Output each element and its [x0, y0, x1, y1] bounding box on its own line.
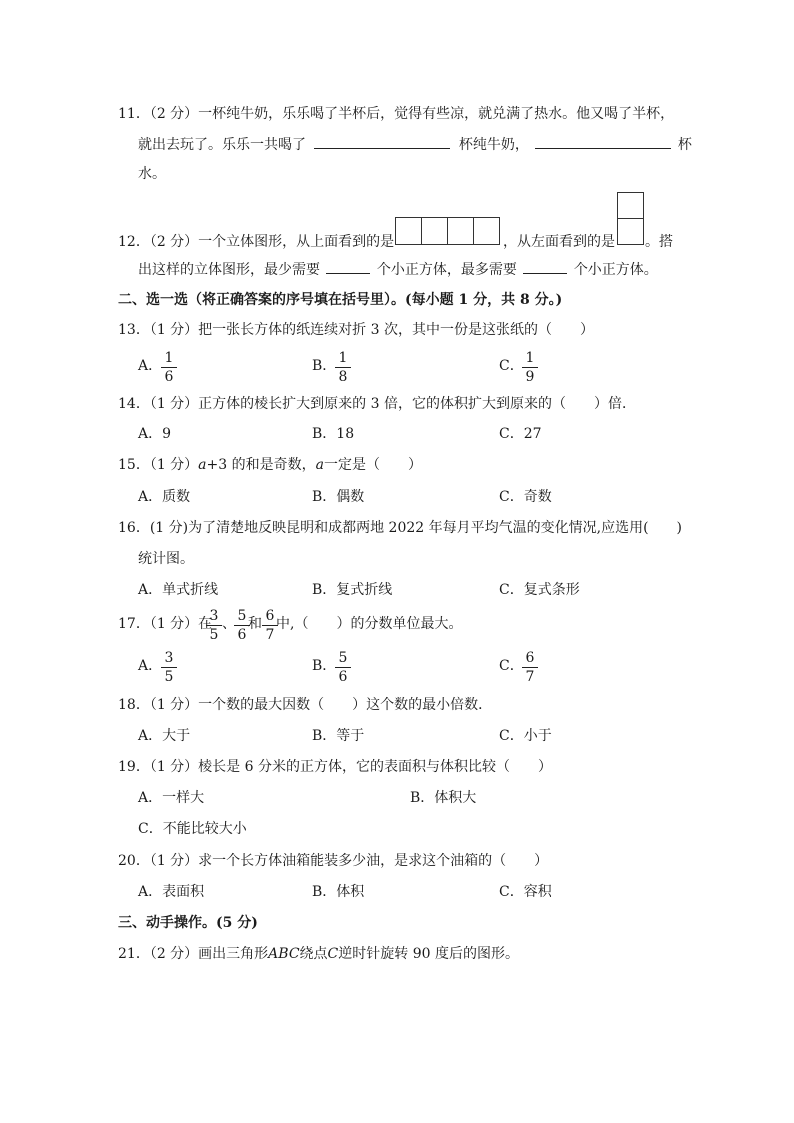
section-3-heading: 三、动手操作。(5 分)	[118, 915, 258, 931]
q20-option-c: C．容积	[499, 884, 552, 900]
top-view-square	[473, 217, 500, 245]
question-21-stem	[118, 944, 519, 964]
question-16-line-1: 16．(1 分)为了清楚地反映昆明和成都两地 2022 年每月平均气温的变化情况,应选用( )	[118, 520, 682, 536]
top-view-square	[421, 217, 448, 245]
denominator: 9	[525, 369, 535, 385]
q14-option-a: A．9	[138, 426, 172, 442]
q16-option-b: B．复式折线	[312, 582, 393, 598]
q13-option-c-fraction	[522, 350, 538, 385]
q20-option-a: A．表面积	[138, 884, 205, 900]
denominator: 6	[164, 369, 174, 385]
q15-pre: 15．（1 分）	[118, 457, 199, 473]
q19-option-c: C．不能比较大小	[138, 821, 247, 837]
q17-separator-2: 和	[248, 616, 262, 632]
denominator: 7	[525, 669, 535, 685]
q21-point-name: C	[327, 946, 339, 962]
question-13-stem: 13．（1 分）把一张长方体的纸连续对折 3 次，其中一份是这张纸的（ ）	[118, 322, 594, 338]
top-view-square	[447, 217, 474, 245]
q21-post: 逆时针旋转 90 度后的图形。	[338, 946, 519, 962]
numerator: 3	[161, 650, 177, 668]
q15-option-b: B．偶数	[312, 489, 365, 505]
q13-option-a-fraction	[161, 350, 177, 385]
question-18-stem: 18．（1 分）一个数的最大因数（ ）这个数的最小倍数．	[118, 697, 493, 713]
q11-answer-blank-1[interactable]	[314, 134, 450, 149]
denominator: 8	[338, 369, 348, 385]
q13-option-c-label: C．	[499, 358, 524, 374]
q19-option-b: B．体积大	[410, 790, 477, 806]
q16-option-a: A．单式折线	[138, 582, 219, 598]
q18-option-b: B．等于	[312, 728, 365, 744]
denominator: 5	[209, 627, 219, 643]
q15-variable-a: a	[198, 457, 207, 473]
q13-option-b-label: B．	[312, 358, 337, 374]
q18-option-c: C．小于	[499, 728, 552, 744]
q12-text-part-3: 。搭	[645, 234, 673, 250]
q21-mid: 绕点	[299, 946, 328, 962]
numerator: 1	[522, 350, 538, 368]
question-11-line-3: 水。	[138, 166, 166, 182]
question-14-stem: 14．（1 分）正方体的棱长扩大到原来的 3 倍，它的体积扩大到原来的（ ）倍．	[118, 396, 636, 412]
q12-text-a: 出这样的立体图形，最少需要	[138, 262, 320, 278]
denominator: 6	[237, 627, 247, 643]
numerator: 1	[335, 350, 351, 368]
q15-option-c: C．奇数	[499, 489, 552, 505]
q17-option-a-label: A．	[138, 658, 163, 674]
denominator: 6	[338, 669, 348, 685]
q20-option-b: B．体积	[312, 884, 365, 900]
q11-text-b: 杯纯牛奶，	[458, 137, 529, 153]
question-19-stem: 19．（1 分）棱长是 6 分米的正方体，它的表面积与体积比较（ ）	[118, 759, 552, 775]
question-20-stem: 20．（1 分）求一个长方体油箱能装多少油，是求这个油箱的（ ）	[118, 853, 549, 869]
q13-option-b-fraction	[335, 350, 351, 385]
q15-option-a: A．质数	[138, 489, 191, 505]
left-view-square	[617, 218, 644, 245]
question-11-line-2	[138, 134, 692, 155]
q18-option-a: A．大于	[138, 728, 191, 744]
q14-option-c: C．27	[499, 426, 542, 442]
q11-answer-blank-2[interactable]	[535, 134, 671, 149]
q17-option-b-label: B．	[312, 658, 337, 674]
q13-option-a-label: A．	[138, 358, 163, 374]
q12-text-part-1: 12．（2 分）一个立体图形，从上面看到的是	[118, 234, 395, 250]
q21-triangle-name: ABC	[268, 946, 300, 962]
q17-option-a-fraction	[161, 650, 177, 685]
numerator: 6	[522, 650, 538, 668]
q17-pre: 17．（1 分）在	[118, 616, 213, 632]
q21-pre: 21．（2 分）画出三角形	[118, 946, 269, 962]
question-15-stem	[118, 455, 422, 475]
numerator: 5	[335, 650, 351, 668]
numerator: 5	[234, 608, 250, 626]
q12-answer-blank-min[interactable]	[326, 259, 370, 274]
q17-stem-fraction-1	[206, 608, 222, 643]
q12-text-b: 个小正方体，最多需要	[376, 262, 517, 278]
q12-text-part-2: ，从左面看到的是	[503, 234, 615, 250]
q15-variable-a-2: a	[315, 457, 324, 473]
q15-post: 一定是（ ）	[323, 457, 422, 473]
q12-answer-blank-max[interactable]	[523, 259, 567, 274]
q15-mid: +3 的和是奇数，	[206, 457, 316, 473]
q12-text-c: 个小正方体。	[573, 262, 658, 278]
numerator: 3	[206, 608, 222, 626]
denominator: 7	[265, 627, 275, 643]
q11-text-c: 杯	[677, 137, 692, 153]
q11-text-a: 就出去玩了。乐乐一共喝了	[138, 137, 306, 153]
section-2-heading: 二、选一选（将正确答案的序号填在括号里）。(每小题 1 分，共 8 分。)	[118, 292, 563, 308]
q17-option-b-fraction	[335, 650, 351, 685]
top-view-square	[395, 217, 422, 245]
q16-option-c: C．复式条形	[499, 582, 580, 598]
q17-post: 中,（ ）的分数单位最大。	[276, 616, 463, 632]
denominator: 5	[164, 669, 174, 685]
numerator: 6	[262, 608, 278, 626]
q14-option-b: B．18	[312, 426, 355, 442]
question-11-line-1: 11．（2 分）一杯纯牛奶，乐乐喝了半杯后，觉得有些凉，就兑满了热水。他又喝了半杯，	[118, 106, 675, 122]
left-view-square	[617, 192, 644, 219]
q17-separator-1: 、	[222, 616, 236, 632]
numerator: 1	[161, 350, 177, 368]
q17-option-c-fraction	[522, 650, 538, 685]
question-12-line-2	[138, 259, 658, 280]
question-16-line-2: 统计图。	[138, 551, 194, 567]
q19-option-a: A．一样大	[138, 790, 205, 806]
q17-option-c-label: C．	[499, 658, 524, 674]
